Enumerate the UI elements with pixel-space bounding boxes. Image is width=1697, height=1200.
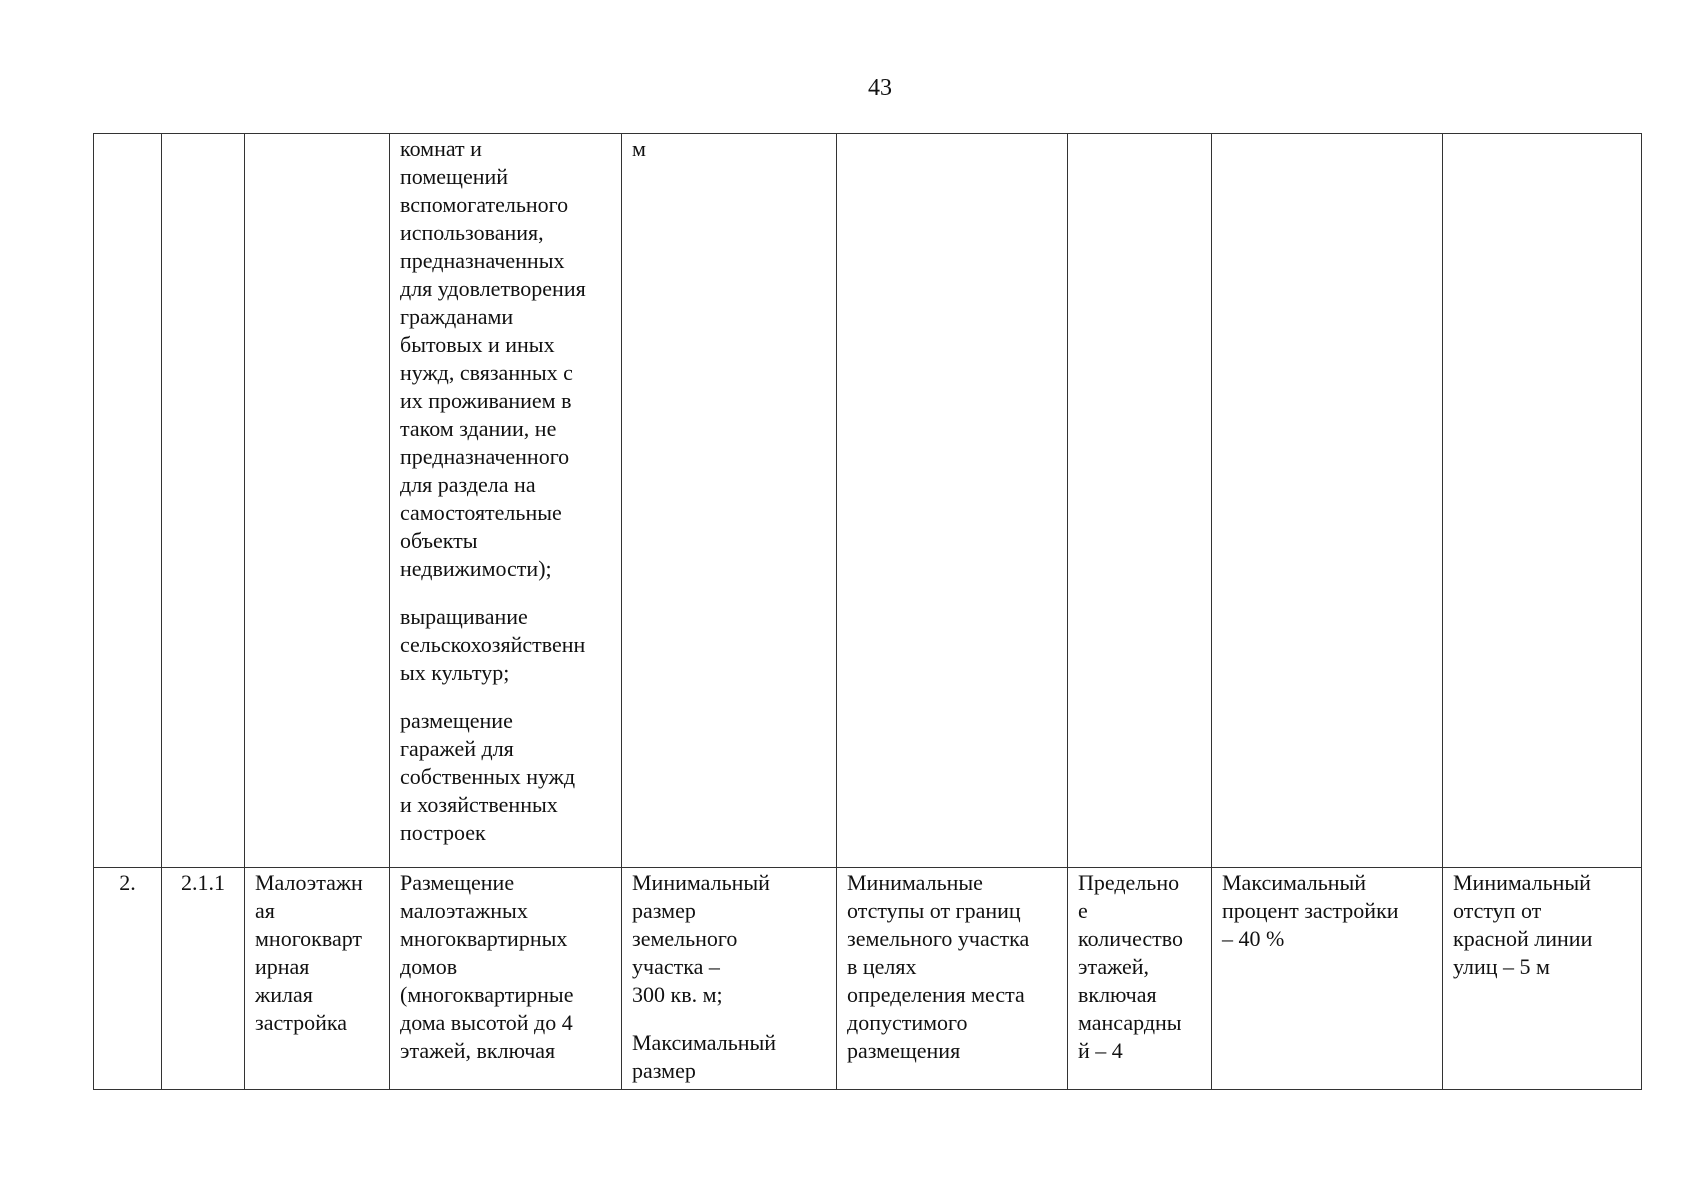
table-row-continued bbox=[94, 134, 1642, 868]
cell-plot-size: м bbox=[622, 134, 837, 868]
cell-coverage bbox=[1212, 868, 1443, 1090]
cell-red-line bbox=[1443, 868, 1642, 1090]
cell-plot-size bbox=[622, 868, 837, 1090]
cell-number bbox=[94, 868, 162, 1090]
page-number: 43 bbox=[868, 75, 892, 101]
cell-code bbox=[162, 868, 245, 1090]
zoning-regulations-table bbox=[93, 133, 1642, 1090]
plot-size-paragraph: Максимальный размер bbox=[632, 1030, 777, 1083]
cell-floors bbox=[1068, 134, 1212, 868]
cell-number bbox=[94, 134, 162, 868]
cell-name bbox=[245, 134, 390, 868]
coverage-text: Максимальный процент застройки – 40 % bbox=[1222, 870, 1399, 951]
row-code: 2.1.1 bbox=[181, 870, 225, 895]
setbacks-text: Минимальные отступы от границ земельного участка в целях определения места допустимого размещения bbox=[847, 870, 1030, 1063]
land-use-description: Размещение малоэтажных многоквартирных домов (многоквартирные дома высотой до 4 этажей, включая bbox=[400, 870, 574, 1063]
description-paragraph: комнат и помещений вспомогательного использования, предназначенных для удовлетворения гражданами бытовых и иных нужд, связанных с их проживанием в таком здании, не предназначенного для раздела на самостоятельные объекты недвижимости); bbox=[400, 136, 586, 581]
cell-setbacks bbox=[837, 868, 1068, 1090]
row-number: 2. bbox=[119, 870, 136, 895]
table-row-2 bbox=[94, 868, 1642, 1090]
cell-setbacks bbox=[837, 134, 1068, 868]
cell-description bbox=[390, 134, 622, 868]
cell-floors bbox=[1068, 868, 1212, 1090]
red-line-text: Минимальный отступ от красной линии улиц – 5 м bbox=[1453, 870, 1593, 979]
land-use-name: Малоэтажн ая многокварт ирная жилая застройка bbox=[255, 870, 363, 1035]
description-paragraph: выращивание сельскохозяйственн ых культур; bbox=[400, 604, 586, 685]
plot-size-paragraph: Минимальный размер земельного участка – 300 кв. м; bbox=[632, 870, 770, 1007]
cell-description bbox=[390, 868, 622, 1090]
cell-name bbox=[245, 868, 390, 1090]
cell-red-line bbox=[1443, 134, 1642, 868]
floors-text: Предельно е количество этажей, включая мансардны й – 4 bbox=[1078, 870, 1184, 1063]
cell-code bbox=[162, 134, 245, 868]
description-paragraph: размещение гаражей для собственных нужд и хозяйственных построек bbox=[400, 708, 576, 845]
cell-coverage bbox=[1212, 134, 1443, 868]
